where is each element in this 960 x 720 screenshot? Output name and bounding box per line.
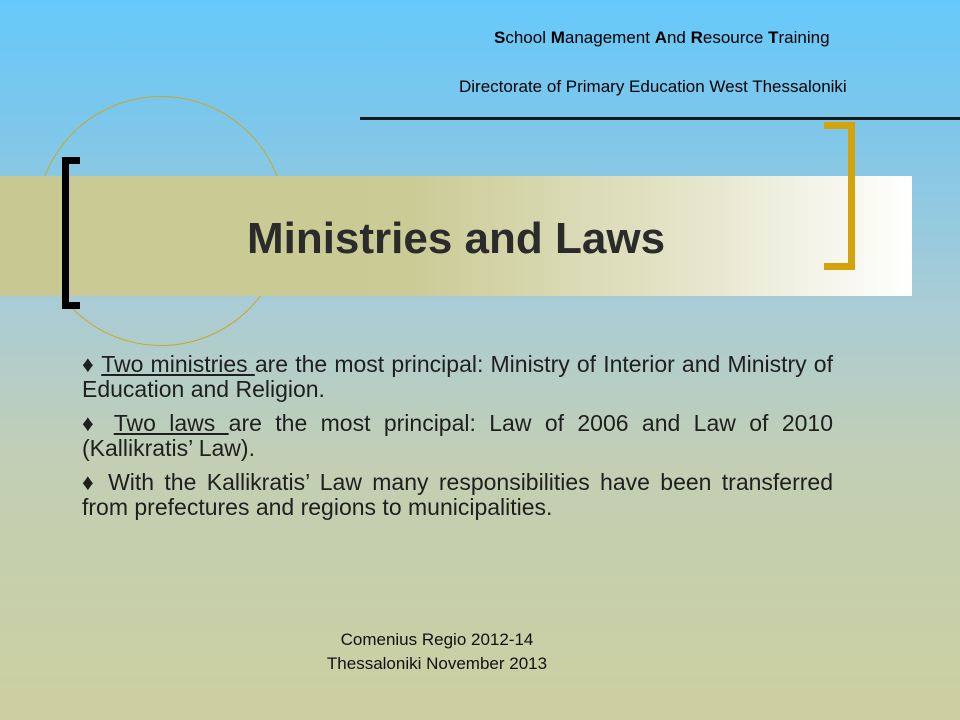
org-cap-a: A: [654, 28, 667, 47]
footer-project: Comenius Regio 2012-14: [340, 630, 534, 649]
org-word-t: raining: [778, 28, 830, 47]
diamond-bullet-icon: ♦: [82, 469, 98, 495]
slide-title: Ministries and Laws: [246, 214, 666, 263]
bullet-list: [82, 352, 833, 529]
header-divider: [360, 117, 960, 120]
bullet-item: [82, 411, 833, 461]
bullet-item: [82, 352, 833, 402]
bullet-underlined-text: Two laws: [113, 410, 229, 436]
org-cap-m: M: [550, 28, 565, 47]
org-word-s: chool: [505, 28, 551, 47]
org-cap-r: R: [690, 28, 703, 47]
bullet-underlined-text: Two ministries: [101, 351, 255, 377]
header-subtitle: Directorate of Primary Education West Thessaloniki: [459, 77, 847, 96]
diamond-bullet-icon: ♦: [82, 410, 101, 436]
footer: [312, 628, 562, 676]
bullet-item: [82, 470, 833, 520]
bullet-text: With the Kallikratis’ Law many responsibilities have been transferred from prefectures and regions to municipalities.: [82, 469, 834, 520]
org-cap-t: T: [768, 28, 779, 47]
diamond-bullet-icon: ♦: [82, 351, 95, 377]
org-word-m: anagement: [564, 28, 655, 47]
footer-date: Thessaloniki November 2013: [326, 654, 548, 673]
bullet-text: are the most principal: Ministry of Interior and Ministry of Education and Religion.: [82, 351, 833, 402]
org-word-r: esource: [702, 28, 769, 47]
org-word-a: nd: [666, 28, 691, 47]
bullet-text: are the most principal: Law of 2006 and Law of 2010 (Kallikratis’ Law).: [82, 410, 833, 461]
org-cap-s: S: [494, 28, 506, 47]
org-name: [494, 28, 830, 48]
